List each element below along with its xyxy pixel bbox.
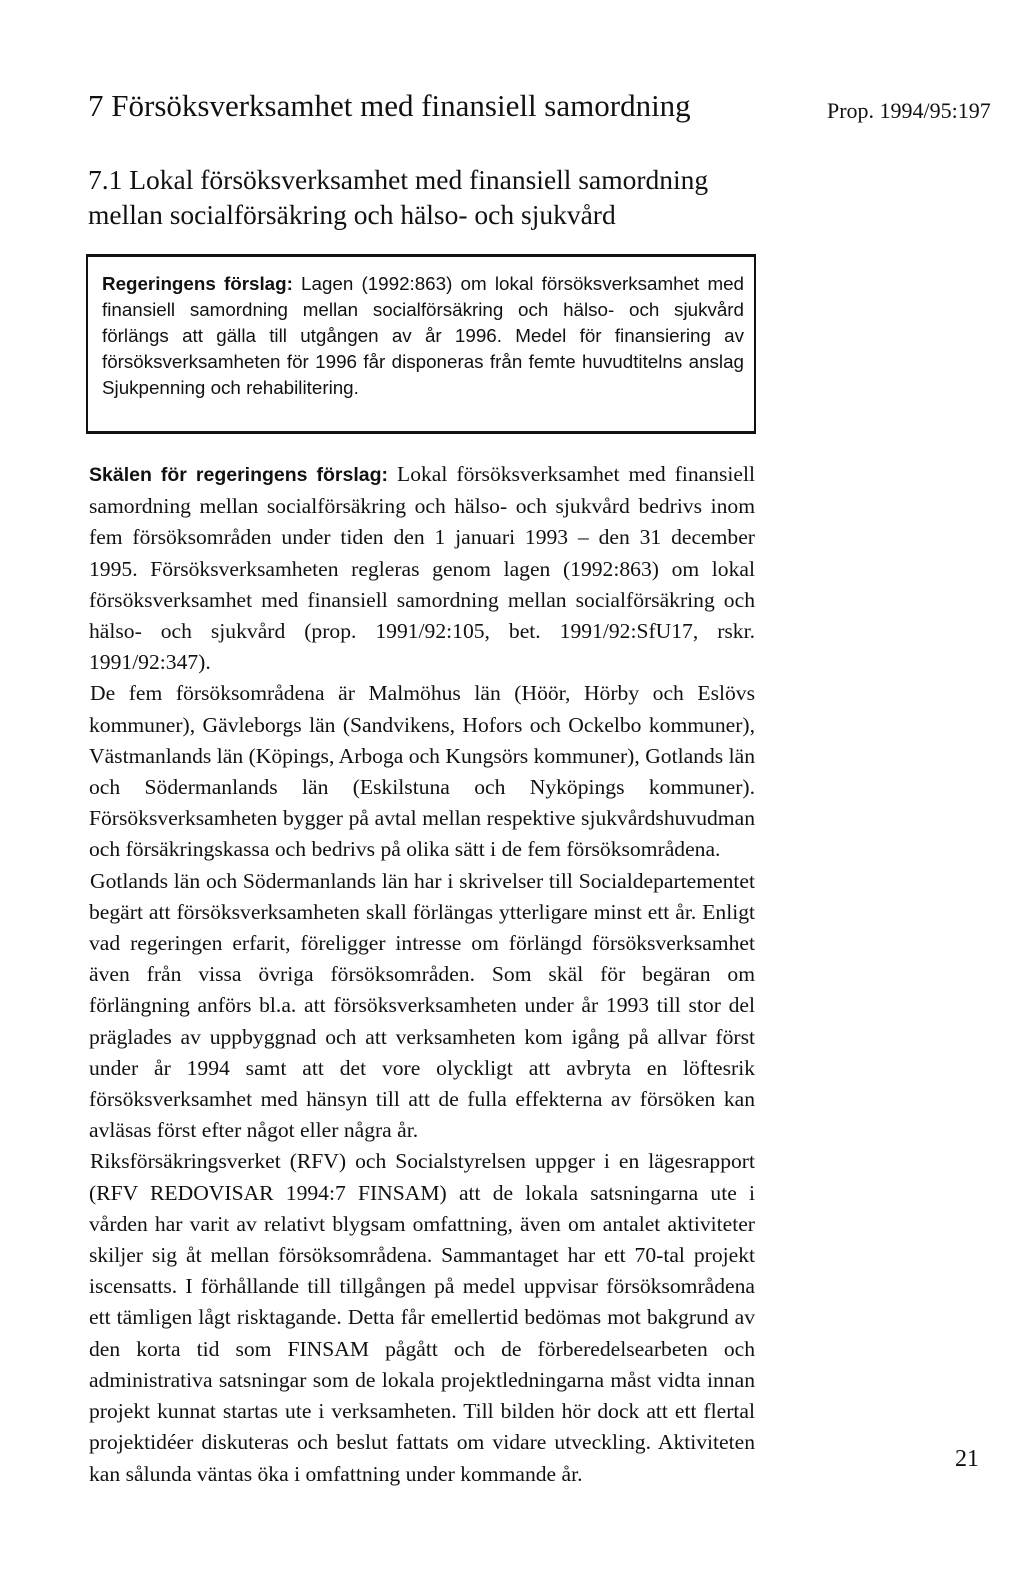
paragraph-reasons: [89, 459, 755, 678]
paragraph-status-report: Riksförsäkringsverket (RFV) och Socialstyrelsen uppger i en lägesrapport (RFV REDOVISAR 1994:7 FINSAM) att de lokala satsningarna ute i vården har varit av relativt blygsam omfattning, även om antalet aktiviteter skiljer sig åt mellan försöksområdena. Sammantaget har ett 70-tal projekt iscensatts. I förhållande till tillgången på medel uppvisar försöksområdena ett tämligen lågt risktagande. Detta får emellertid bedömas mot bakgrund av den korta tid som FINSAM pågått och de förberedelsearbeten och administrativa satsningar som de lokala projektledningarna måst vidta innan projekt kunnat startas ute i verksamheten. Till bilden hör dock att ett flertal projektidéer diskuteras och beslut fattats om vidare utveckling. Aktiviteten kan sålunda väntas öka i omfattning under kommande år.: [89, 1149, 755, 1486]
proposal-paragraph: [102, 271, 744, 401]
page-number: 21: [955, 1446, 979, 1472]
paragraph-extension-request: Gotlands län och Södermanlands län har i skrivelser till Socialdepartementet begärt att försöksverksamheten skall förlängas ytterligare minst ett år. Enligt vad regeringen erfarit, föreligger intresse om förlängd försöksverksamhet även från vissa övriga försöksområden. Som skäl för begäran om förlängning anförs bl.a. att försöksverksamheten under år 1993 till stor del präglades av uppbyggnad och att verksamheten kom igång på allvar först under år 1994 samt att det vore olyckligt att avbryta en löftesrik försöksverksamhet med hänsyn till att de fulla effekterna av försöken kan avläsas först efter något eller några år.: [89, 868, 755, 1143]
chapter-heading: 7 Försöksverksamhet med finansiell samordning: [88, 88, 691, 123]
paragraph-areas: De fem försöksområdena är Malmöhus län (Höör, Hörby och Eslövs kommuner), Gävleborgs län (Sandvikens, Hofors och Ockelbo kommuner), Västmanlands län (Köpings, Arboga och Kungsörs kommuner), Gotlands län och Södermanlands län (Eskilstuna och Nyköpings kommuner). Försöksverksamheten bygger på avtal mellan respektive sjukvårdshuvudman och försäkringskassa och bedrivs på olika sätt i de fem försöksområdena.: [89, 681, 755, 862]
proposal-lead: Regeringens förslag:: [102, 273, 293, 294]
paragraph-text: Lokal försöksverksamhet med finansiell samordning mellan socialförsäkring och hälso- och sjukvård bedrivs inom fem försöksområden under tiden den 1 januari 1993 – den 31 december 1995. Försöksverksamheten regleras genom lagen (1992:863) om lokal försöksverksamhet med finansiell samordning mellan socialförsäkring och hälso- och sjukvård (prop. 1991/92:105, bet. 1991/92:SfU17, rskr. 1991/92:347).: [89, 462, 756, 675]
proposition-reference: Prop. 1994/95:197: [827, 98, 991, 123]
body-text: [89, 459, 755, 1490]
government-proposal-box: [86, 254, 756, 434]
proposal-text: Lagen (1992:863) om lokal försöksverksamhet med finansiell samordning mellan socialförsäkring och hälso- och sjukvård förlängs att gälla till utgången av år 1996. Medel för finansiering av försöksverksamheten för 1996 får disponeras från femte huvudtitelns anslag Sjukpenning och rehabilitering.: [102, 273, 744, 398]
section-heading: 7.1 Lokal försöksverksamhet med finansiell samordning mellan socialförsäkring och hälso- och sjukvård: [88, 164, 709, 230]
reasons-lead: Skälen för regeringens förslag:: [89, 464, 389, 486]
